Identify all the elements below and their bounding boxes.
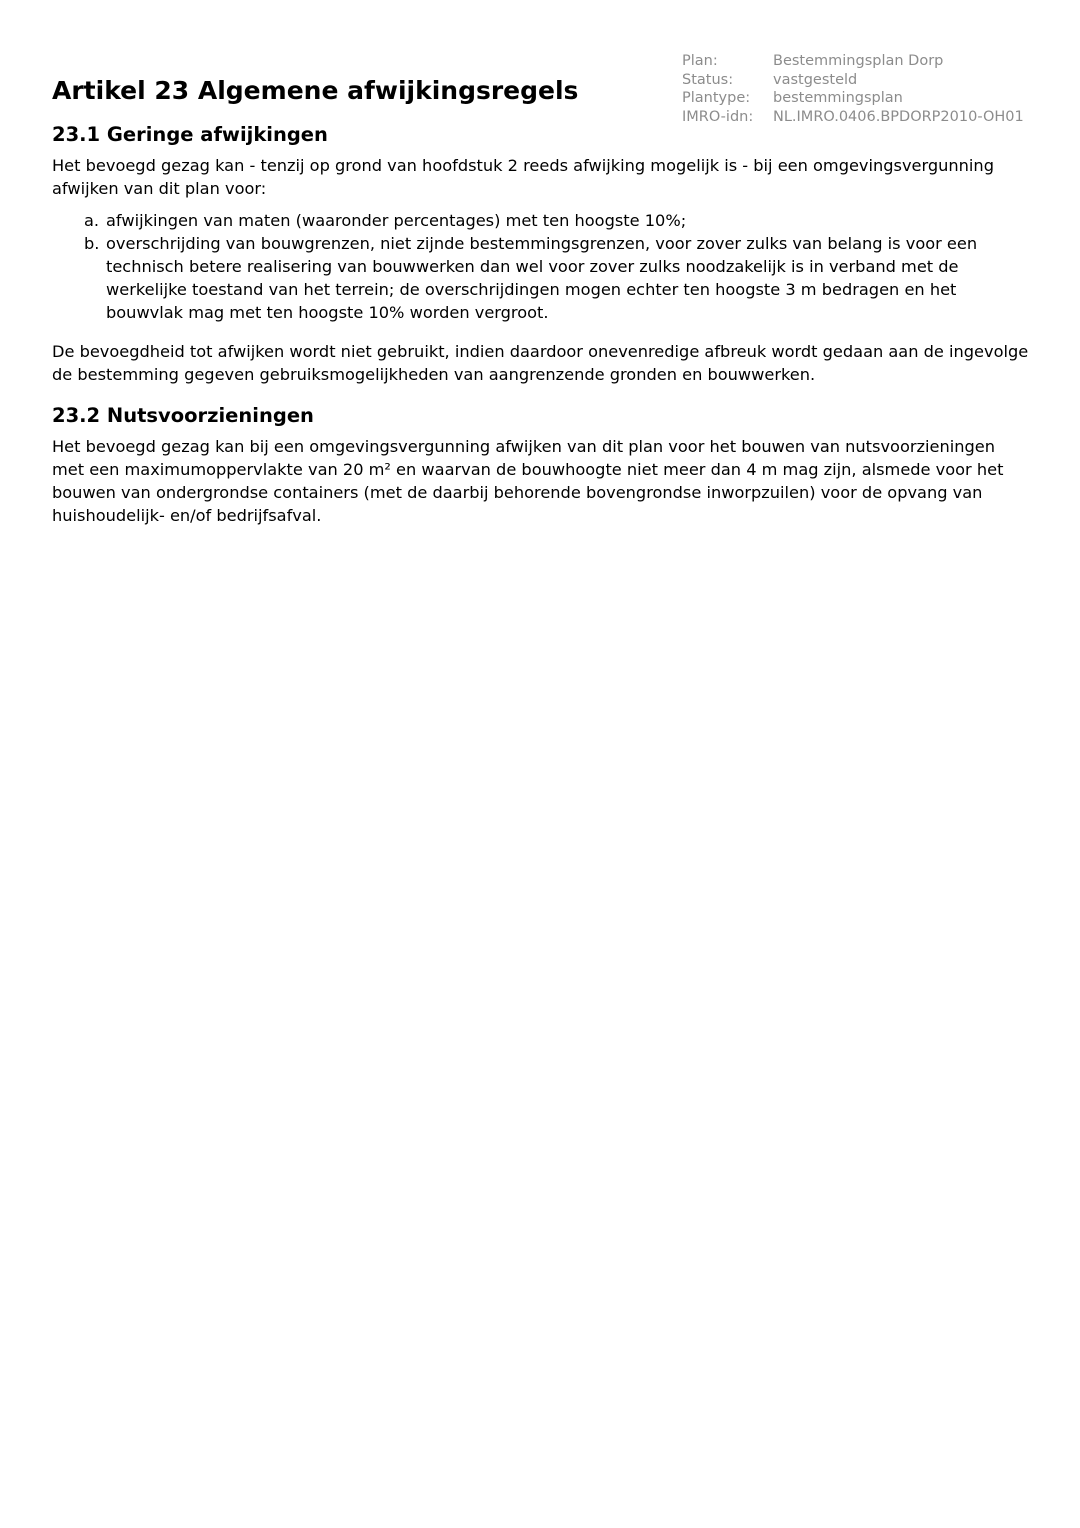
- section-heading-geringe-afwijkingen: 23.1 Geringe afwijkingen: [52, 123, 328, 146]
- article-title: Artikel 23 Algemene afwijkingsregels: [52, 76, 579, 105]
- meta-row-plan: [682, 52, 1024, 71]
- section1-closing-paragraph: De bevoegdheid tot afwijken wordt niet gebruikt, indien daardoor onevenredige afbreuk wordt gedaan aan de ingevolge de bestemming gegeven gebruiksmogelijkheden van aangrenzende gronden en bouwwerken.: [52, 342, 1029, 384]
- meta-value: bestemmingsplan: [773, 90, 903, 106]
- deviation-list: [84, 209, 1032, 324]
- list-item: [84, 209, 1032, 232]
- meta-label: IMRO-idn:: [682, 108, 754, 125]
- meta-label: Plantype:: [682, 90, 751, 106]
- meta-label: Status:: [682, 71, 734, 88]
- meta-label: Plan:: [682, 53, 718, 69]
- list-marker: a.: [84, 211, 100, 230]
- meta-value: vastgesteld: [773, 71, 858, 88]
- meta-row-status: [682, 71, 1024, 90]
- list-marker: b.: [84, 234, 100, 253]
- section1-intro-paragraph: Het bevoegd gezag kan - tenzij op grond van hoofdstuk 2 reeds afwijking mogelijk is - bij een omgevingsvergunning afwijken van dit plan voor:: [52, 156, 994, 198]
- list-item-text: overschrijding van bouwgrenzen, niet zijnde bestemmingsgrenzen, voor zover zulks van belang is voor een technisch betere realisering van bouwwerken dan wel voor zover zulks noodzakelijk is in verband met de werkelijke toestand van het terrein; de overschrijdingen mogen echter ten hoogste 3 m bedragen en het bouwvlak mag met ten hoogste 10% worden vergroot.: [106, 234, 978, 322]
- meta-value: Bestemmingsplan Dorp: [773, 53, 944, 69]
- meta-row-plantype: [682, 89, 1024, 108]
- plan-metadata: [682, 52, 1024, 126]
- list-item: [84, 232, 1032, 324]
- list-item-text: afwijkingen van maten (waaronder percentages) met ten hoogste 10%;: [106, 211, 687, 230]
- meta-value: NL.IMRO.0406.BPDORP2010-OH01: [773, 108, 1024, 125]
- section-heading-nutsvoorzieningen: 23.2 Nutsvoorzieningen: [52, 404, 314, 427]
- meta-row-imro-idn: [682, 108, 1024, 127]
- section2-body-paragraph: Het bevoegd gezag kan bij een omgevingsvergunning afwijken van dit plan voor het bouwen van nutsvoorzieningen met een maximumoppervlakte van 20 m² en waarvan de bouwhoogte niet meer dan 4 m mag zijn, alsmede voor het bouwen van ondergrondse containers (met de daarbij behorende bovengrondse inworpzuilen) voor de opvang van huishoudelijk- en/of bedrijfsafval.: [52, 437, 1004, 525]
